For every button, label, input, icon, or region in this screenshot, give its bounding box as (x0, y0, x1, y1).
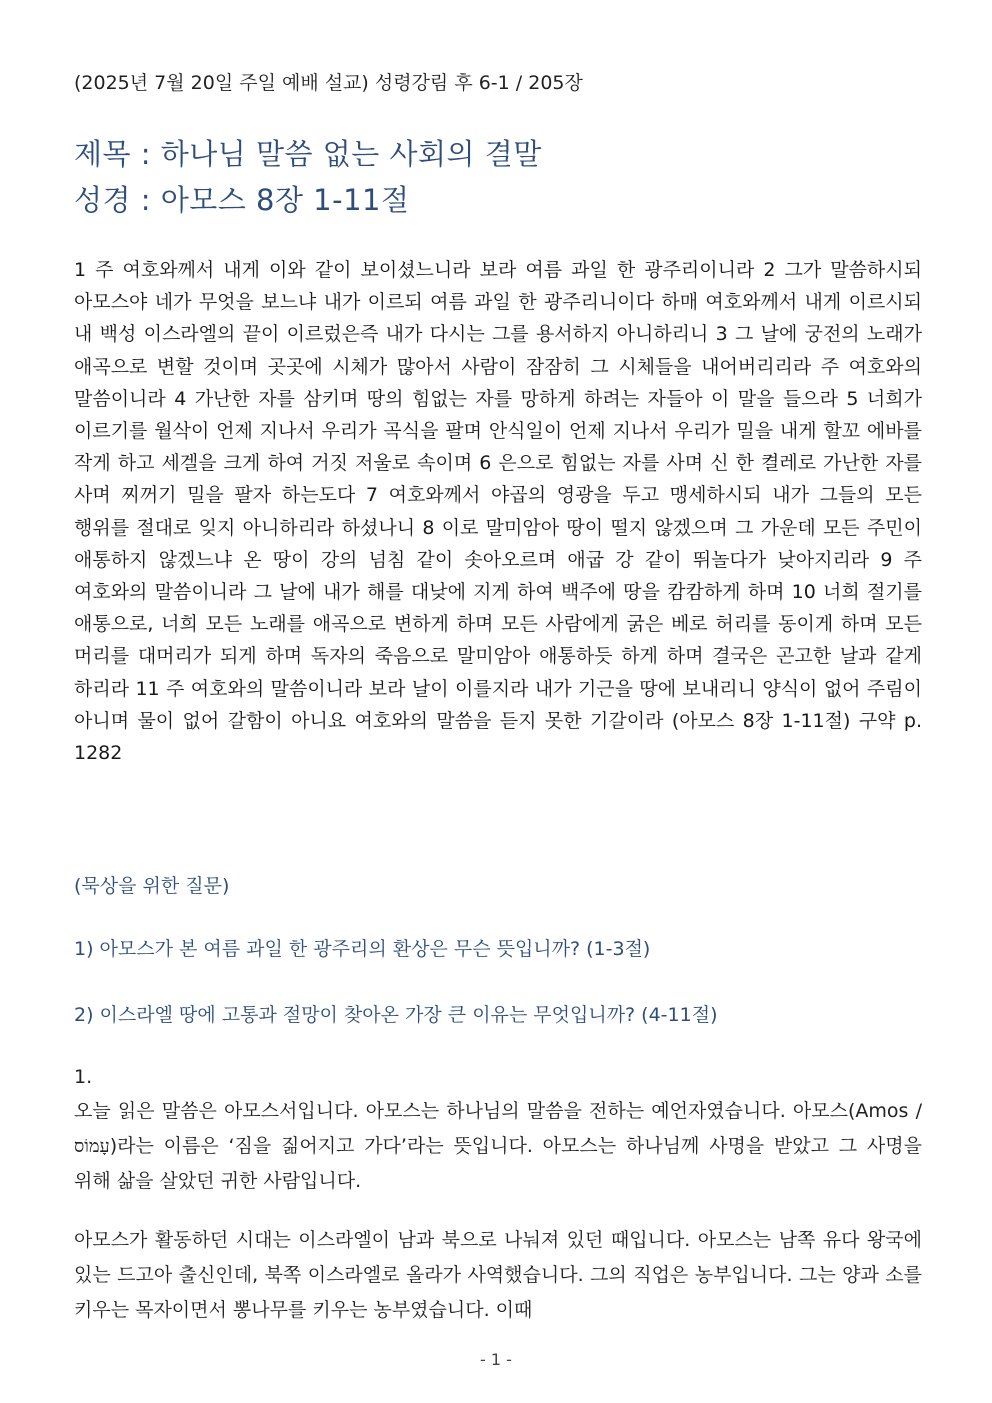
scripture-text: 1 주 여호와께서 내게 이와 같이 보이셨느니라 보라 여름 과일 한 광주리이니라 2 그가 말씀하시되 아모스야 네가 무엇을 보느냐 내가 이르되 여름 과일 한 광주리니이다 하매 여호와께서 내게 이르시되 내 백성 이스라엘의 끝이 이르렀은즉 내가 다시는 그를 용서하지 아니하리니 3 그 날에 궁전의 노래가 애곡으로 변할 것이며 곳곳에 시체가 많아서 사람이 잠잠히 그 시체들을 내어버리리라 주 여호와의 말씀이니라 4 가난한 자를 삼키며 땅의 힘없는 자를 망하게 하려는 자들아 이 말을 들으라 5 너희가 이르기를 월삭이 언제 지나서 우리가 곡식을 팔며 안식일이 언제 지나서 우리가 밀을 내게 할꼬 에바를 작게 하고 세겔을 크게 하여 거짓 저울로 속이며 6 은으로 힘없는 자를 사며 신 한 켤레로 가난한 자를 사며 찌꺼기 밀을 팔자 하는도다 7 여호와께서 야곱의 영광을 두고 맹세하시되 내가 그들의 모든 행위를 절대로 잊지 아니하리라 하셨나니 8 이로 말미암아 땅이 떨지 않겠으며 그 가운데 모든 주민이 애통하지 않겠느냐 온 땅이 강의 넘침 같이 솟아오르며 애굽 강 같이 뛰놀다가 낮아지리라 9 주 여호와의 말씀이니라 그 날에 내가 해를 대낮에 지게 하여 백주에 땅을 캄캄하게 하며 10 너희 절기를 애통으로, 너희 모든 노래를 애곡으로 변하게 하며 모든 사람에게 굵은 베로 허리를 동이게 하며 모든 머리를 대머리가 되게 하며 독자의 죽음으로 말미암아 애통하듯 하게 하며 결국은 곤고한 날과 같게 하리라 11 주 여호와의 말씀이니라 보라 날이 이를지라 내가 기근을 땅에 보내리니 양식이 없어 주림이 아니며 물이 없어 갈함이 아니요 여호와의 말씀을 듣지 못한 기갈이라 (아모스 8장 1-11절) 구약 p. 1282 (74, 259, 922, 765)
paragraph-2: 아모스가 활동하던 시대는 이스라엘이 남과 북으로 나눠져 있던 때입니다. 아모스는 남쪽 유다 왕국에 있는 드고아 출신인데, 북쪽 이스라엘로 올라가 사역했습니다. 그의 직업은 농부입니다. 그는 양과 소를 키우는 목자이면서 뽕나무를 키우는 농부였습니다. 이때 (74, 1229, 922, 1321)
page-number: - 1 - (480, 1350, 512, 1369)
paragraph-1-text-b: )라는 이름은 ‘짐을 짊어지고 가다’라는 뜻입니다. 아모스는 하나님께 사명을 받았고 그 사명을 위해 삶을 살았던 귀한 사람입니다. (74, 1135, 922, 1192)
paragraph-1-text-a: 오늘 읽은 말씀은 아모스서입니다. 아모스는 하나님의 말씀을 전하는 예언자였습니다. 아모스(Amos / (74, 1100, 922, 1122)
scripture-reference: 성경 : 아모스 8장 1-11절 (74, 183, 410, 217)
meditation-heading: (묵상을 위한 질문) (74, 875, 230, 897)
question-1: 1) 아모스가 본 여름 과일 한 광주리의 환상은 무슨 뜻입니까? (1-3절) (74, 938, 651, 960)
sermon-title: 제목 : 하나님 말씀 없는 사회의 결말 (74, 137, 542, 171)
hebrew-name: עָמוֹס (74, 1136, 110, 1157)
question-2: 2) 이스라엘 땅에 고통과 절망이 찾아온 가장 큰 이유는 무엇입니까? (4-11절) (74, 1004, 718, 1026)
sermon-header: (2025년 7월 20일 주일 예배 설교) 성령강림 후 6-1 / 205장 (74, 72, 583, 94)
paragraph-1 (74, 1094, 922, 1199)
section-number: 1. (74, 1066, 93, 1088)
